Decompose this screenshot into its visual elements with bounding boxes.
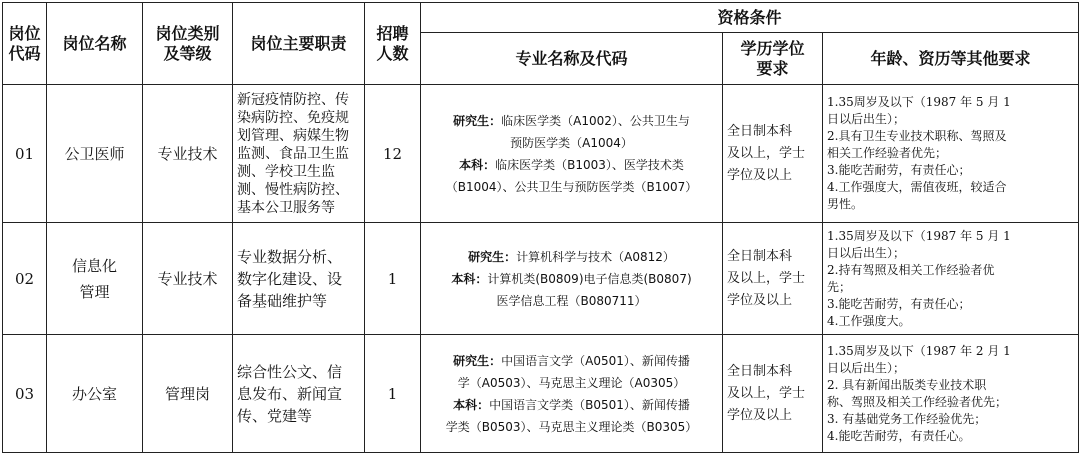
post-other-requirements: 1.35周岁及以下（1987 年 5 月 1 日以后出生）； 2.持有驾照及相关工作经验者优 先； 3.能吃苦耐劳，有责任心； 4.工作强度大。: [823, 223, 1079, 335]
post-count: 12: [365, 85, 421, 223]
post-code: 01: [3, 85, 47, 223]
post-duties: 专业数据分析、 数字化建设、设 备基础维护等: [233, 223, 365, 335]
post-name: 信息化 管理: [47, 223, 143, 335]
table-row: [3, 85, 1079, 223]
post-category: 专业技术: [143, 223, 233, 335]
post-major: 研究生：计算机科学与技术（A0812） 本科：计算机类(B0809)电子信息类(B0807) 医学信息工程（B080711）: [421, 223, 723, 335]
job-posting-table: [2, 2, 1079, 453]
post-code: 03: [3, 335, 47, 453]
post-education: 全日制本科 及以上，学士 学位及以上: [723, 85, 823, 223]
post-count: 1: [365, 335, 421, 453]
post-name: 办公室: [47, 335, 143, 453]
header-other: 年龄、资历等其他要求: [823, 33, 1079, 85]
header-category: 岗位类别 及等级: [143, 3, 233, 85]
post-name: 公卫医师: [47, 85, 143, 223]
post-category: 专业技术: [143, 85, 233, 223]
post-other-requirements: 1.35周岁及以下（1987 年 5 月 1 日以后出生）； 2.具有卫生专业技术职称、驾照及 相关工作经验者优先； 3.能吃苦耐劳，有责任心； 4.工作强度大，需值夜班，较适合 男性。: [823, 85, 1079, 223]
post-education: 全日制本科 及以上，学士 学位及以上: [723, 335, 823, 453]
post-count: 1: [365, 223, 421, 335]
header-education: 学历学位 要求: [723, 33, 823, 85]
header-count: 招聘 人数: [365, 3, 421, 85]
header-qualifications: 资格条件: [421, 3, 1079, 33]
table-row: [3, 335, 1079, 453]
header-row-1: [3, 3, 1079, 33]
post-major: 研究生：临床医学类（A1002）、公共卫生与 预防医学类（A1004） 本科：临床医学类（B1003）、医学技术类 （B1004）、公共卫生与预防医学类（B1007）: [421, 85, 723, 223]
header-major: 专业名称及代码: [421, 33, 723, 85]
table-row: [3, 223, 1079, 335]
header-duties: 岗位主要职责: [233, 3, 365, 85]
header-code: 岗位 代码: [3, 3, 47, 85]
post-category: 管理岗: [143, 335, 233, 453]
post-major: 研究生：中国语言文学（A0501）、新闻传播 学（A0503）、马克思主义理论（A0305） 本科：中国语言文学类（B0501）、新闻传播 学类（B0503）、马克思主义理论类（B0305）: [421, 335, 723, 453]
post-other-requirements: 1.35周岁及以下（1987 年 2 月 1 日以后出生）； 2. 具有新闻出版类专业技术职 称、驾照及相关工作经验者优先； 3. 有基础党务工作经验优先； 4.能吃苦耐劳，有责任心。: [823, 335, 1079, 453]
header-name: 岗位名称: [47, 3, 143, 85]
post-duties: 综合性公文、信 息发布、新闻宣 传、党建等: [233, 335, 365, 453]
post-code: 02: [3, 223, 47, 335]
post-education: 全日制本科 及以上，学士 学位及以上: [723, 223, 823, 335]
post-duties: 新冠疫情防控、传 染病防控、免疫规 划管理、病媒生物 监测、食品卫生监 测、学校卫生监 测、慢性病防控、 基本公卫服务等: [233, 85, 365, 223]
